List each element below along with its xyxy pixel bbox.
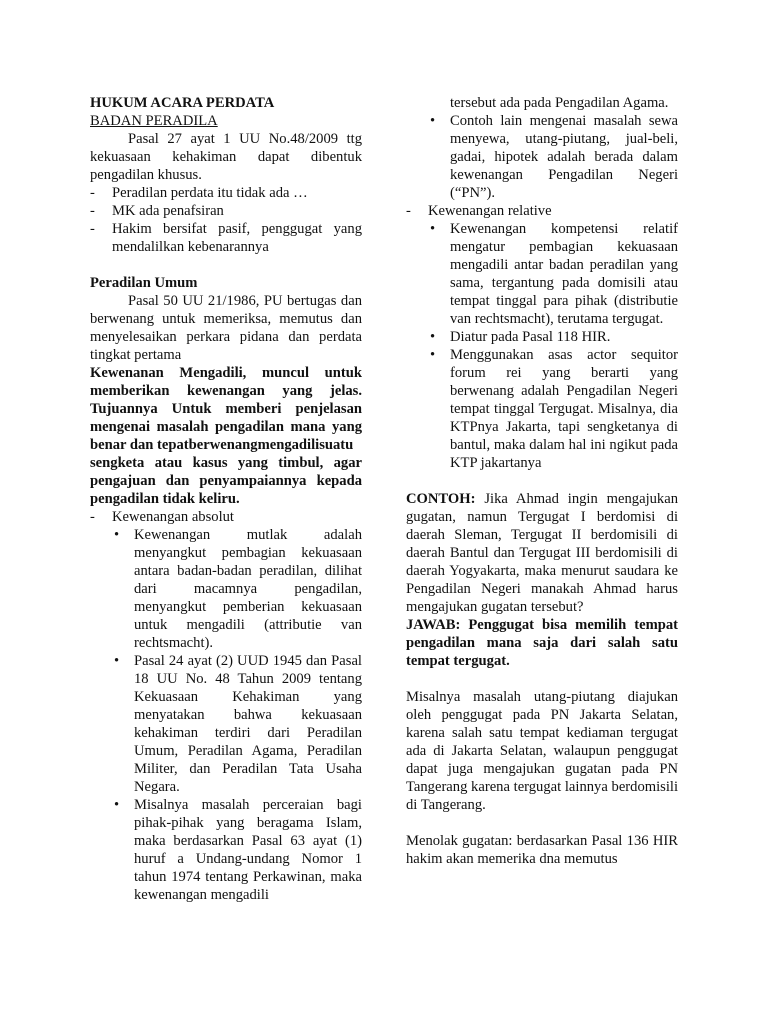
dash-marker: -: [90, 509, 95, 525]
bullet-marker: •: [114, 797, 120, 813]
bullet-marker: •: [114, 653, 120, 669]
list-item: • Contoh lain mengenai masalah sewa menyewa, utang-piutang, jual-beli, gadai, hipotek adalah berada dalam kewenangan Pengadilan Negeri (“PN”).: [430, 113, 678, 201]
section-paragraph: Pasal 50 UU 21/1986, PU bertugas dan berwenang untuk memeriksa, memutus dan menyelesaikan perkara pidana dan perdata tingkat pertama: [90, 293, 362, 363]
document-subtitle: BADAN PERADILA: [90, 113, 218, 129]
list-item: - Kewenangan absolut: [90, 509, 234, 525]
contoh-paragraph: CONTOH: Jika Ahmad ingin mengajukan gugatan, namun Tergugat I berdomisi di daerah Sleman, Tergugat II berdomisili di daerah Bantul dan Tergugat III berdomisili di daerah Yogyakarta, maka menurut saudara ke Pengadilan Negeri manakah Ahmad harus mengajukan gugatan tersebut?: [406, 491, 678, 615]
bullet-marker: •: [430, 113, 436, 129]
bold-paragraph: sengketa atau kasus yang timbul, agar pengajuan dan penyampaiannya kepada pengadilan tidak keliru.: [90, 455, 362, 507]
list-item: • Kewenangan kompetensi relatif mengatur pembagian kekuasaan mengadili antar badan peradilan yang sama, tergantung pada domisili atau tempat tinggal para pihak (distributie van rechtsmacht), terutama tergugat.: [430, 221, 678, 327]
contoh-label: CONTOH:: [406, 491, 476, 507]
right-column: [406, 94, 678, 868]
misalnya-paragraph: Misalnya masalah utang-piutang diajukan oleh penggugat pada PN Jakarta Selatan, karena salah satu tempat kediaman tergugat ada di Jakarta Selatan, walaupun penggugat dapat juga mengajukan gugatan pada PN Tangerang karena tergugat lainnya berdomisili di Tangerang.: [406, 689, 678, 813]
spacer: [406, 472, 678, 490]
list-item: - Hakim bersifat pasif, penggugat yang mendalilkan kebenarannya: [90, 221, 362, 255]
dash-marker: -: [90, 203, 95, 219]
intro-paragraph: Pasal 27 ayat 1 UU No.48/2009 ttg kekuasaan kehakiman dapat dibentuk pengadilan khusus.: [90, 131, 362, 183]
spacer: [90, 256, 362, 274]
list-item: - MK ada penafsiran: [90, 203, 224, 219]
dash-marker: -: [90, 221, 95, 237]
spacer: [406, 814, 678, 832]
list-item: • Diatur pada Pasal 118 HIR.: [430, 329, 611, 345]
bold-paragraph: Kewenanan Mengadili, muncul untuk memberikan kewenangan yang jelas. Tujuannya Untuk memberi penjelasan mengenai masalah pengadilan mana yang benar dan tepatberwenangmengadilisuatu: [90, 365, 362, 453]
section-heading: Peradilan Umum: [90, 275, 198, 291]
dash-marker: -: [90, 185, 95, 201]
dash-marker: -: [406, 203, 411, 219]
menolak-paragraph: Menolak gugatan: berdasarkan Pasal 136 HIR hakim akan memerika dna memutus: [406, 833, 678, 867]
list-item: • Pasal 24 ayat (2) UUD 1945 dan Pasal 18 UU No. 48 Tahun 2009 tentang Kekuasaan Kehakiman yang menyatakan bahwa kekuasaan kehakiman terdiri dari Peradilan Umum, Peradilan Agama, Peradilan Militer, dan Peradilan Tata Usaha Negara.: [114, 653, 362, 795]
left-column: [90, 94, 362, 904]
bullet-marker: •: [430, 329, 436, 345]
list-item: - Peradilan perdata itu tidak ada …: [90, 185, 308, 201]
jawab-paragraph: JAWAB: Penggugat bisa memilih tempat pengadilan mana saja dari salah satu tempat tergugat.: [406, 617, 678, 669]
document-title: HUKUM ACARA PERDATA: [90, 95, 275, 111]
list-item: • Misalnya masalah perceraian bagi pihak-pihak yang beragama Islam, maka berdasarkan Pasal 63 ayat (1) huruf a Undang-undang Nomor 1 tahun 1974 tentang Perkawinan, maka kewenangan mengadili: [114, 797, 362, 903]
list-item: - Kewenangan relative: [406, 203, 552, 219]
bullet-marker: •: [430, 347, 436, 363]
continuation-text: tersebut ada pada Pengadilan Agama.: [450, 95, 669, 111]
bullet-marker: •: [114, 527, 120, 543]
list-item: • Menggunakan asas actor sequitor forum rei yang berarti yang berwenang adalah Pengadilan Negeri tempat tinggal Tergugat. Misalnya, dia KTPnya Jakarta, tapi sengketanya di bantul, maka dalam hal ini ngikut pada KTP jakartanya: [430, 347, 678, 471]
bullet-marker: •: [430, 221, 436, 237]
list-item: • Kewenangan mutlak adalah menyangkut pembagian kekuasaan antara badan-badan peradilan, dilihat dari macamnya pengadilan, menyangkut pemberian kekuasaan untuk mengadili (attributie van rechtsmacht).: [114, 527, 362, 651]
spacer: [406, 670, 678, 688]
